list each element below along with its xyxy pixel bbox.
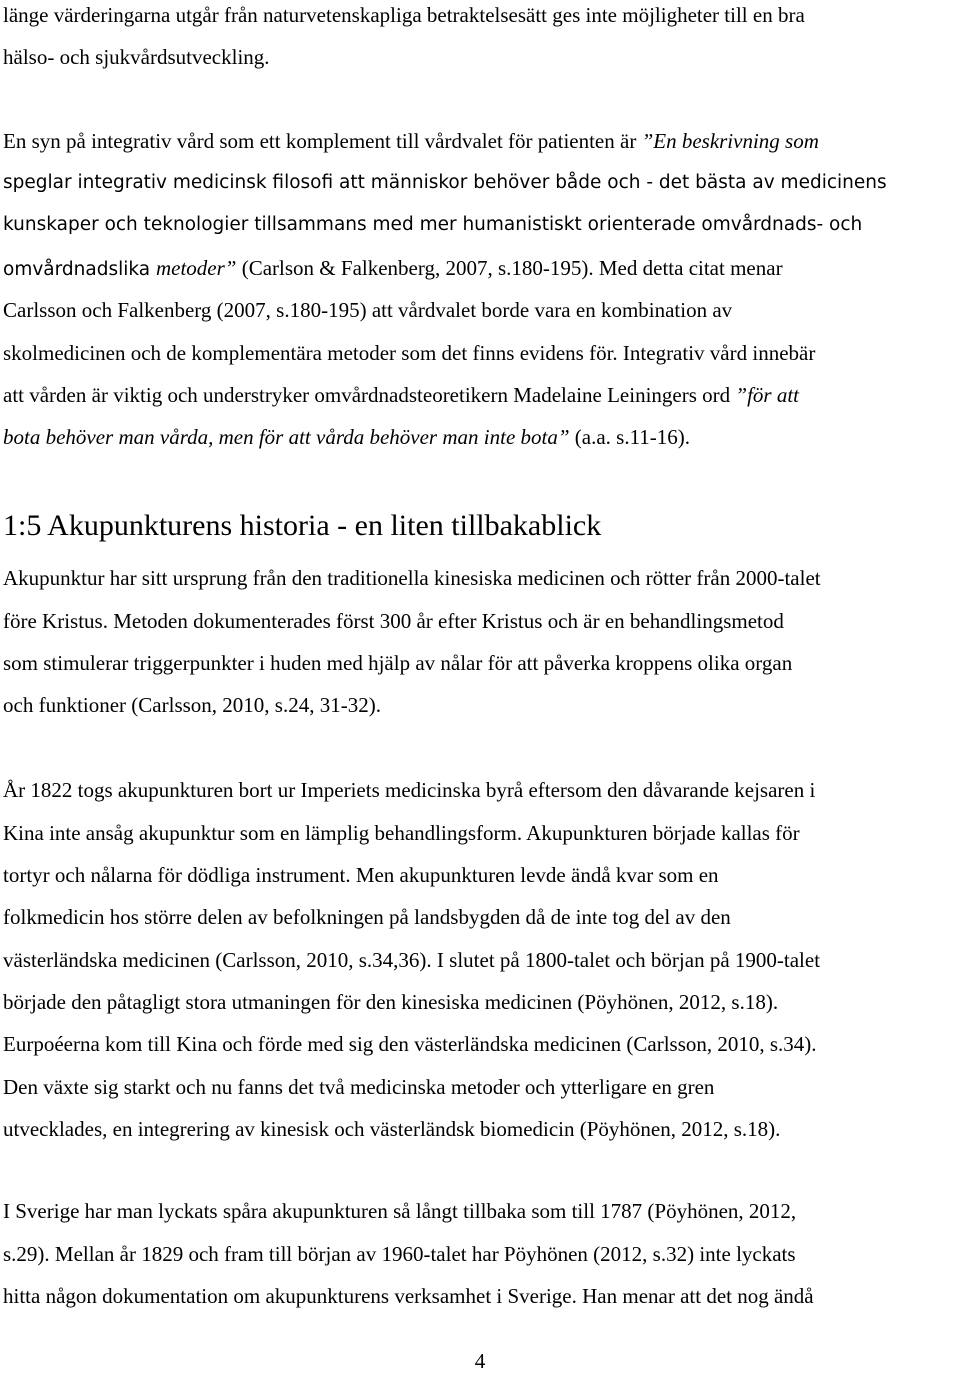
section-heading: 1:5 Akupunkturens historia - en liten tillbakablick xyxy=(3,509,602,542)
para-b-line-8 xyxy=(3,424,690,450)
para-a-line-2: hälso- och sjukvårdsutveckling. xyxy=(3,45,270,69)
leininger-quote: bota behöver man vårda, men för att vårda behöver man inte bota” xyxy=(3,425,570,449)
para-b-line-1-text: En syn på integrativ vård som ett komplement till vårdvalet för patienten är xyxy=(3,129,642,153)
para-b-line-4 xyxy=(3,255,783,283)
para-b-line-7 xyxy=(3,382,799,408)
para-d-line-3: tortyr och nålarna för dödliga instrument. Men akupunkturen levde ändå kvar som en xyxy=(3,863,719,887)
para-d-line-9: utvecklades, en integrering av kinesisk och västerländsk biomedicin (Pöyhönen, 2012, s.18). xyxy=(3,1117,781,1141)
para-c-line-3: som stimulerar triggerpunkter i huden med hjälp av nålar för att påverka kroppens olika organ xyxy=(3,651,793,675)
para-e-line-2: s.29). Mellan år 1829 och fram till början av 1960-talet har Pöyhönen (2012, s.32) inte lyckats xyxy=(3,1242,796,1266)
page-number: 4 xyxy=(474,1349,486,1373)
para-d-line-6: började den påtagligt stora utmaningen för den kinesiska medicinen (Pöyhönen, 2012, s.18). xyxy=(3,990,779,1014)
para-d-line-7: Eurpoéerna kom till Kina och förde med sig den västerländska medicinen (Carlsson, 2010, s.34). xyxy=(3,1032,817,1056)
para-d-line-5: västerländska medicinen (Carlsson, 2010, s.34,36). I slutet på 1800-talet och början på 1900-talet xyxy=(3,948,821,972)
para-b-citation: (Carlson & Falkenberg, 2007, s.180-195). Med detta citat menar xyxy=(236,256,783,280)
para-b-line-6: skolmedicinen och de komplementära metoder som det finns evidens för. Integrativ vård innebär xyxy=(3,341,816,365)
para-c-line-1: Akupunktur har sitt ursprung från den traditionella kinesiska medicinen och rötter från 2000-talet xyxy=(3,566,821,590)
para-e-line-1: I Sverige har man lyckats spåra akupunkturen så långt tillbaka som till 1787 (Pöyhönen, 2012, xyxy=(3,1199,797,1223)
para-b-quote-start: ”En beskrivning som xyxy=(641,129,819,153)
para-a-line-1: länge värderingarna utgår från naturvetenskapliga betraktelsesätt ges inte möjligheter till en bra xyxy=(3,3,805,27)
para-b-line-7-text: att vården är viktig och understryker omvårdnadsteoretikern Madelaine Leiningers ord xyxy=(3,383,736,407)
para-c-line-2: före Kristus. Metoden dokumenterades först 300 år efter Kristus och är en behandlingsmetod xyxy=(3,609,784,633)
para-d-line-4: folkmedicin hos större delen av befolkningen på landsbygden då de inte tog del av den xyxy=(3,905,731,929)
para-c-line-4: och funktioner (Carlsson, 2010, s.24, 31-32). xyxy=(3,693,381,717)
para-b-line-4-text: omvårdnadslika xyxy=(3,259,156,280)
para-b-line-2: speglar integrativ medicinsk filosofi att människor behöver både och - det bästa av medicinens xyxy=(3,172,887,193)
para-b-line-3: kunskaper och teknologier tillsammans med mer humanistiskt orienterade omvårdnads- och xyxy=(3,214,863,235)
para-e-line-3: hitta någon dokumentation om akupunkturens verksamhet i Sverige. Han menar att det nog ändå xyxy=(3,1284,814,1308)
para-b-line-1 xyxy=(3,128,819,154)
para-d-line-1: År 1822 togs akupunkturen bort ur Imperiets medicinska byrå eftersom den dåvarande kejsaren i xyxy=(3,778,816,802)
para-b-quote-end: metoder” xyxy=(155,256,237,280)
para-b-line-5: Carlsson och Falkenberg (2007, s.180-195) att vårdvalet borde vara en kombination av xyxy=(3,298,733,322)
leininger-citation: (a.a. s.11-16). xyxy=(569,425,691,449)
leininger-quote-start: ”för att xyxy=(735,383,800,407)
para-d-line-8: Den växte sig starkt och nu fanns det två medicinska metoder och ytterligare en gren xyxy=(3,1075,715,1099)
para-d-line-2: Kina inte ansåg akupunktur som en lämplig behandlingsform. Akupunkturen började kallas för xyxy=(3,821,800,845)
